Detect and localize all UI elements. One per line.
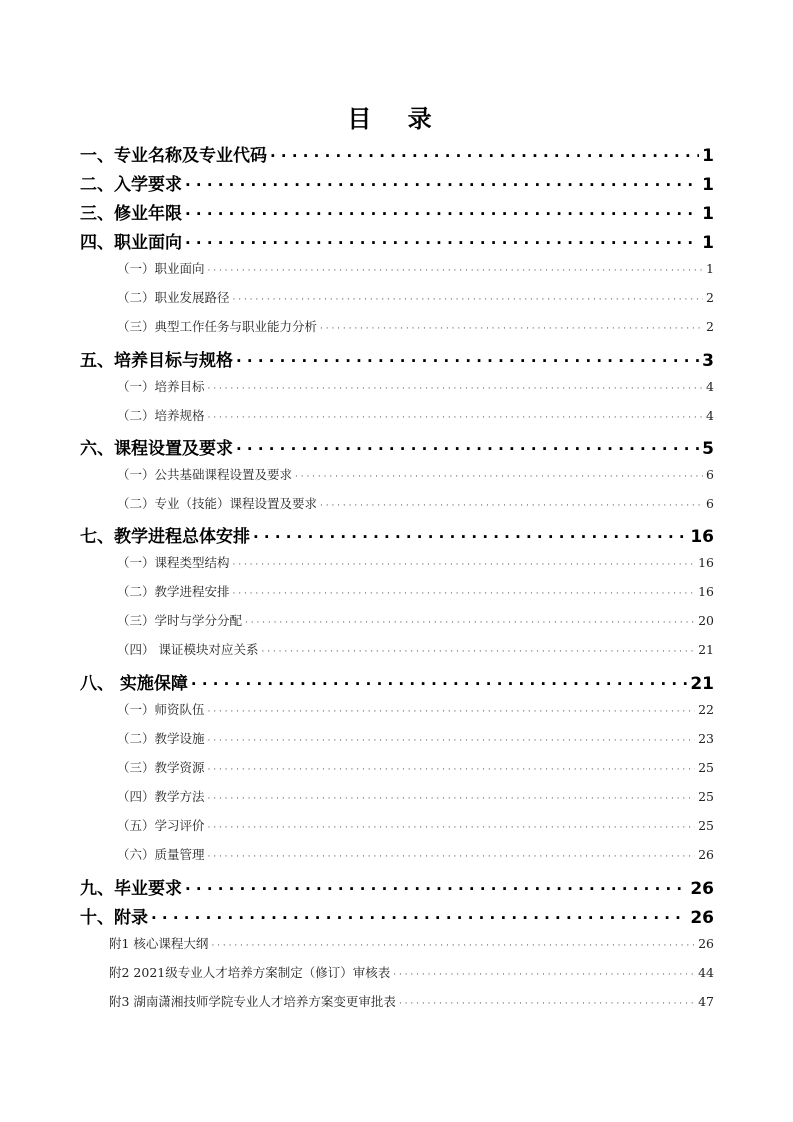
toc-entry-label: （二）教学进程安排: [117, 584, 230, 599]
dot-leader: [185, 205, 699, 223]
toc-entry[interactable]: [80, 228, 714, 254]
toc-entry[interactable]: [117, 377, 714, 399]
toc-entry[interactable]: [80, 903, 714, 929]
toc-entry-label: （二）职业发展路径: [117, 290, 230, 305]
dot-leader: [208, 384, 704, 394]
dot-leader: [393, 970, 695, 980]
toc-entry-label: （一）公共基础课程设置及要求: [117, 467, 293, 482]
toc-entry-page: 26: [698, 936, 714, 951]
dot-leader: [191, 675, 687, 693]
toc-entry-label: 六、课程设置及要求: [80, 439, 233, 459]
toc-entry-label: （四）教学方法: [117, 789, 205, 804]
toc-entry-page: 16: [698, 584, 714, 599]
toc-entry-page: 26: [690, 908, 714, 928]
toc-entry[interactable]: [117, 816, 714, 838]
toc-entry-page: 25: [698, 818, 714, 833]
dot-leader: [320, 324, 703, 334]
toc-entry-page: 3: [702, 351, 714, 371]
toc-entry[interactable]: [117, 611, 714, 633]
toc-entry[interactable]: [80, 522, 714, 548]
toc-entry[interactable]: [117, 700, 714, 722]
dot-leader: [208, 707, 696, 717]
dot-leader: [208, 736, 696, 746]
toc-entry[interactable]: [80, 874, 714, 900]
toc-entry-page: 2: [706, 290, 714, 305]
toc-entry[interactable]: [117, 787, 714, 809]
toc-entry-page: 20: [698, 613, 714, 628]
dot-leader: [208, 794, 696, 804]
dot-leader: [253, 528, 687, 546]
toc-entry-label: 四、职业面向: [80, 233, 182, 253]
toc-entry[interactable]: [80, 669, 714, 695]
toc-entry-page: 1: [702, 233, 714, 253]
toc-entry-label: （三）学时与学分分配: [117, 613, 243, 628]
toc-entry[interactable]: [80, 434, 714, 460]
toc-entry-label: 五、培养目标与规格: [80, 351, 233, 371]
toc-entry-label: 附2 2021级专业人才培养方案制定（修订）审核表: [109, 965, 391, 980]
toc-entry-page: 1: [702, 175, 714, 195]
toc-entry-label: 八、 实施保障: [80, 674, 188, 694]
toc-entry-page: 1: [702, 146, 714, 166]
dot-leader: [320, 501, 703, 511]
dot-leader: [151, 909, 687, 927]
toc-entry-label: 三、修业年限: [80, 204, 182, 224]
dot-leader: [208, 765, 696, 775]
toc-entry[interactable]: [117, 494, 714, 516]
toc-entry-label: （六）质量管理: [117, 847, 205, 862]
dot-leader: [185, 234, 699, 252]
toc-entry-page: 4: [706, 408, 714, 423]
toc-entry-label: （五）学习评价: [117, 818, 205, 833]
dot-leader: [208, 852, 696, 862]
toc-entry-label: （一）课程类型结构: [117, 555, 230, 570]
dot-leader: [233, 560, 696, 570]
dot-leader: [185, 176, 699, 194]
toc-entry-label: （四） 课证模块对应关系: [117, 642, 259, 657]
toc-entry-label: 一、专业名称及专业代码: [80, 146, 267, 166]
toc-entry[interactable]: [117, 758, 714, 780]
toc-entry[interactable]: [117, 845, 714, 867]
toc-entry-label: （一）师资队伍: [117, 702, 205, 717]
toc-entry-page: 26: [698, 847, 714, 862]
toc-entry-label: 二、入学要求: [80, 175, 182, 195]
toc-entry-label: （三）典型工作任务与职业能力分析: [117, 319, 318, 334]
toc-entry[interactable]: [117, 582, 714, 604]
toc-entry[interactable]: [117, 553, 714, 575]
toc-entry-page: 21: [690, 674, 714, 694]
dot-leader: [208, 413, 704, 423]
toc-entry-label: （三）教学资源: [117, 760, 205, 775]
toc-entry[interactable]: [117, 406, 714, 428]
dot-leader: [233, 295, 704, 305]
toc-entry-page: 44: [698, 965, 714, 980]
toc-entry-label: 附1 核心课程大纲: [109, 936, 209, 951]
dot-leader: [236, 352, 699, 370]
dot-leader: [185, 880, 687, 898]
toc-entry-label: 十、附录: [80, 908, 148, 928]
toc-entry-page: 6: [706, 467, 714, 482]
toc-entry[interactable]: [117, 259, 714, 281]
toc-entry-label: （二）专业（技能）课程设置及要求: [117, 496, 318, 511]
toc-entry-page: 25: [698, 760, 714, 775]
toc-entry-page: 16: [690, 527, 714, 547]
toc-entry[interactable]: [80, 199, 714, 225]
toc-entry[interactable]: [109, 963, 714, 985]
dot-leader: [261, 647, 695, 657]
toc-entry[interactable]: [80, 141, 714, 167]
toc-entry-page: 21: [698, 642, 714, 657]
toc-entry-page: 16: [698, 555, 714, 570]
toc-entry-label: （二）教学设施: [117, 731, 205, 746]
toc-entry-label: （一）培养目标: [117, 379, 205, 394]
toc-entry-page: 26: [690, 879, 714, 899]
toc-entry[interactable]: [80, 346, 714, 372]
toc-entry[interactable]: [80, 170, 714, 196]
toc-entry-label: （二）培养规格: [117, 408, 205, 423]
toc-entry[interactable]: [117, 288, 714, 310]
dot-leader: [208, 266, 704, 276]
toc-entry-page: 1: [706, 261, 714, 276]
dot-leader: [236, 440, 699, 458]
dot-leader: [399, 999, 695, 1009]
toc-entry-page: 47: [698, 994, 714, 1009]
toc-entry-page: 2: [706, 319, 714, 334]
toc-entry-page: 22: [698, 702, 714, 717]
dot-leader: [211, 941, 695, 951]
toc-entry-page: 1: [702, 204, 714, 224]
toc-entry-page: 25: [698, 789, 714, 804]
toc-entry-page: 23: [698, 731, 714, 746]
toc-entry-page: 4: [706, 379, 714, 394]
dot-leader: [233, 589, 696, 599]
toc-entry[interactable]: [117, 729, 714, 751]
toc-entry[interactable]: [117, 640, 714, 662]
page-title: 目 录: [347, 105, 446, 133]
dot-leader: [270, 147, 699, 165]
dot-leader: [208, 823, 696, 833]
toc-entry-label: 七、教学进程总体安排: [80, 527, 250, 547]
toc-entry-label: 九、毕业要求: [80, 879, 182, 899]
toc-entry-label: （一）职业面向: [117, 261, 205, 276]
toc-entry-page: 6: [706, 496, 714, 511]
toc-entry[interactable]: [117, 465, 714, 487]
toc-entry-label: 附3 湖南潇湘技师学院专业人才培养方案变更审批表: [109, 994, 396, 1009]
toc-entry[interactable]: [109, 934, 714, 956]
toc-entry-page: 5: [702, 439, 714, 459]
dot-leader: [295, 472, 703, 482]
toc-entry[interactable]: [117, 317, 714, 339]
toc-entry[interactable]: [109, 992, 714, 1014]
dot-leader: [245, 618, 695, 628]
